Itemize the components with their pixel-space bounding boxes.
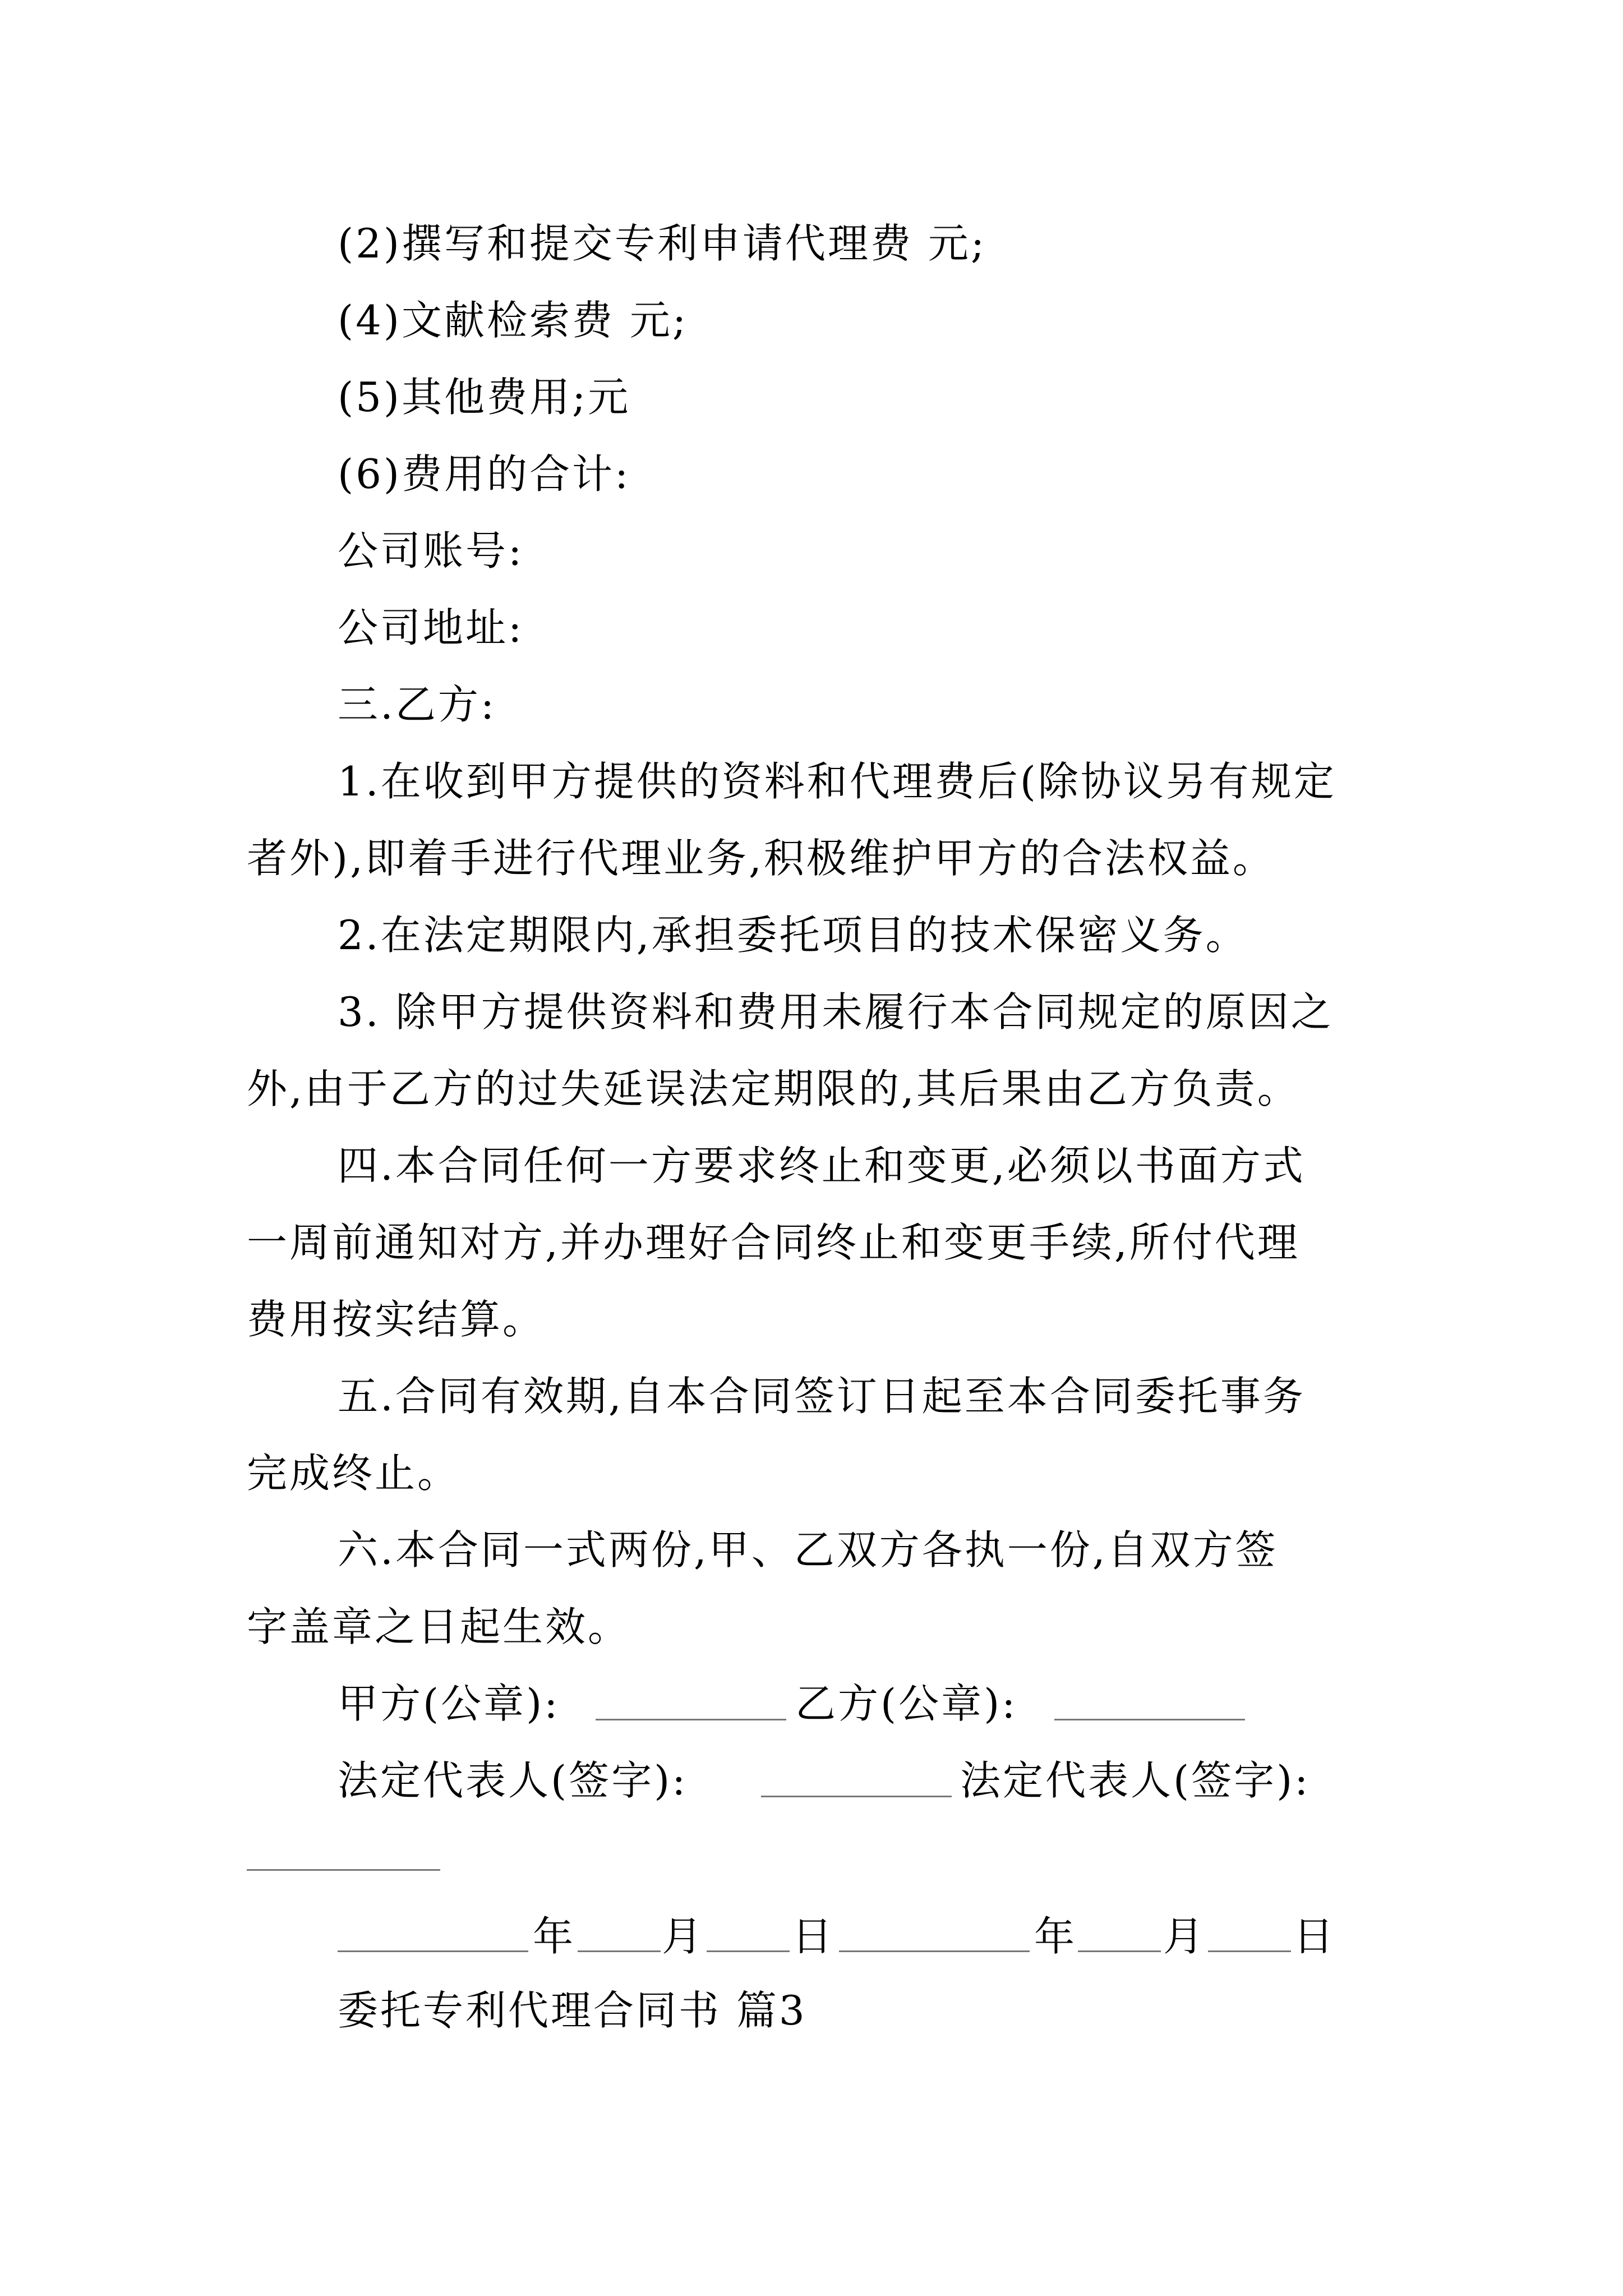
fee-total: (6)费用的合计: <box>338 450 631 498</box>
party-b-heading: 三.乙方: <box>338 681 497 728</box>
party-b-clause-3-line-1: 3. 除甲方提供资料和费用未履行本合同规定的原因之 <box>338 988 1334 1036</box>
section-4-line-3: 费用按实结算。 <box>247 1296 546 1343</box>
date-b-month-blank <box>1078 1950 1161 1952</box>
party-b-clause-1-line-2: 者外),即着手进行代理业务,积极维护甲方的合法权益。 <box>247 835 1275 882</box>
date-a-day-label: 日 <box>792 1913 835 1960</box>
section-5-line-2: 完成终止。 <box>247 1450 460 1497</box>
section-4-line-1: 四.本合同任何一方要求终止和变更,必须以书面方式 <box>338 1142 1306 1189</box>
date-b-day-blank <box>1208 1950 1291 1952</box>
party-b-seal-blank <box>1054 1719 1245 1720</box>
party-b-representative-label: 法定代表人(签字): <box>960 1757 1311 1804</box>
next-contract-title: 委托专利代理合同书 篇3 <box>338 1987 807 2034</box>
date-a-month-blank <box>578 1950 661 1952</box>
party-b-clause-1-line-1: 1.在收到甲方提供的资料和代理费后(除协议另有规定 <box>338 758 1336 805</box>
fee-item-4: (4)文献检索费 元; <box>338 297 689 344</box>
section-6-line-2: 字盖章之日起生效。 <box>247 1603 631 1650</box>
party-a-representative-label: 法定代表人(签字): <box>338 1757 688 1804</box>
section-6-line-1: 六.本合同一式两份,甲、乙双方各执一份,自双方签 <box>338 1526 1278 1573</box>
party-b-clause-2: 2.在法定期限内,承担委托项目的技术保密义务。 <box>338 912 1248 959</box>
section-5-line-1: 五.合同有效期,自本合同签订日起至本合同委托事务 <box>338 1373 1306 1420</box>
date-a-year-label: 年 <box>533 1913 576 1960</box>
company-address: 公司地址: <box>338 604 524 651</box>
party-b-seal-label: 乙方(公章): <box>795 1680 1018 1727</box>
date-b-month-label: 月 <box>1163 1913 1206 1960</box>
date-a-day-blank <box>707 1950 790 1952</box>
date-a-month-label: 月 <box>662 1913 705 1960</box>
party-b-clause-3-line-2: 外,由于乙方的过失延误法定期限的,其后果由乙方负责。 <box>247 1065 1300 1112</box>
date-a-year-blank <box>338 1950 528 1952</box>
fee-item-2: (2)撰写和提交专利申请代理费 元; <box>338 220 987 267</box>
fee-item-5: (5)其他费用;元 <box>338 374 631 421</box>
party-a-representative-blank <box>761 1796 952 1797</box>
date-b-year-blank <box>839 1950 1030 1952</box>
section-4-line-2: 一周前通知对方,并办理好合同终止和变更手续,所付代理 <box>247 1219 1300 1266</box>
company-account: 公司账号: <box>338 527 524 574</box>
party-b-representative-blank <box>247 1869 440 1871</box>
date-b-year-label: 年 <box>1034 1913 1077 1960</box>
date-b-day-label: 日 <box>1293 1913 1336 1960</box>
party-a-seal-blank <box>596 1719 786 1720</box>
party-a-seal-label: 甲方(公章): <box>338 1680 560 1727</box>
